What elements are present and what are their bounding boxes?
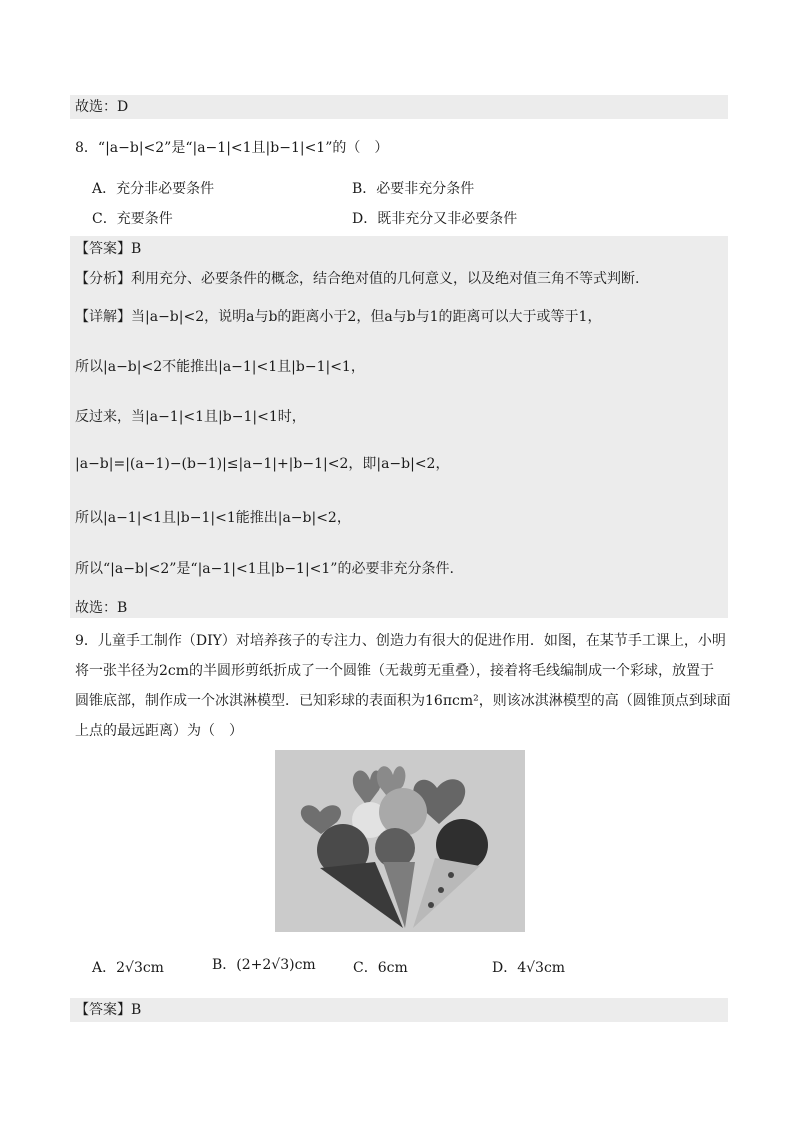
q8-detail-5: 所以|a−1|<1且|b−1|<1能推出|a−b|<2， [75, 510, 351, 526]
q8-detail-4: |a−b|=|(a−1)−(b−1)|≤|a−1|+|b−1|<2，即|a−b|<2， [75, 456, 450, 472]
q8-option-b: B．必要非充分条件 [352, 181, 475, 197]
ice-cream-illustration [275, 750, 525, 932]
q9-line-3: 圆锥底部，制作成一个冰淇淋模型．已知彩球的表面积为16πcm²，则该冰淇淋模型的高（圆锥顶点到球面 [75, 693, 731, 709]
q8-option-a: A．充分非必要条件 [92, 181, 215, 197]
q8-detail-3: 反过来，当|a−1|<1且|b−1|<1时， [75, 409, 306, 425]
q9-line-1: 9．儿童手工制作（DIY）对培养孩子的专注力、创造力有很大的促进作用．如图，在某节手工课上，小明 [75, 633, 726, 649]
q8-option-d: D．既非充分又非必要条件 [352, 211, 518, 227]
q7-conclusion: 故选：D [75, 99, 129, 115]
q9-option-d: D．4√3cm [492, 960, 566, 976]
q8-answer: 【答案】B [75, 241, 142, 257]
q8-analysis: 【分析】利用充分、必要条件的概念，结合绝对值的几何意义，以及绝对值三角不等式判断. [75, 271, 640, 287]
shade-q7-end [70, 95, 728, 119]
q9-option-b: B．(2+2√3)cm [212, 957, 316, 973]
q8-detail-6: 所以“|a−b|<2”是“|a−1|<1且|b−1|<1”的必要非充分条件. [75, 561, 454, 577]
shade-q9-answer [70, 998, 728, 1022]
q9-answer: 【答案】B [75, 1002, 142, 1018]
q8-detail-2: 所以|a−b|<2不能推出|a−1|<1且|b−1|<1， [75, 359, 365, 375]
q9-option-c: C．6cm [353, 960, 408, 976]
q8-option-c: C．充要条件 [92, 211, 173, 227]
q9-option-a: A．2√3cm [92, 960, 164, 976]
q8-final: 故选：B [75, 600, 128, 616]
ice-cream-photo [275, 750, 525, 932]
q8-prompt: 8．“|a−b|<2”是“|a−1|<1且|b−1|<1”的（ ） [75, 140, 389, 156]
q9-line-4: 上点的最远距离）为（ ） [75, 723, 243, 739]
cone-dot [438, 887, 444, 893]
pom-pom [379, 788, 427, 836]
cone-dot [428, 902, 434, 908]
q8-detail-1: 【详解】当|a−b|<2，说明a与b的距离小于2，但a与b与1的距离可以大于或等于1， [75, 309, 602, 325]
q9-line-2: 将一张半径为2cm的半圆形剪纸折成了一个圆锥（无裁剪无重叠），接着将毛线编制成一个彩球，放置于 [75, 663, 715, 679]
cone-dot [448, 872, 454, 878]
